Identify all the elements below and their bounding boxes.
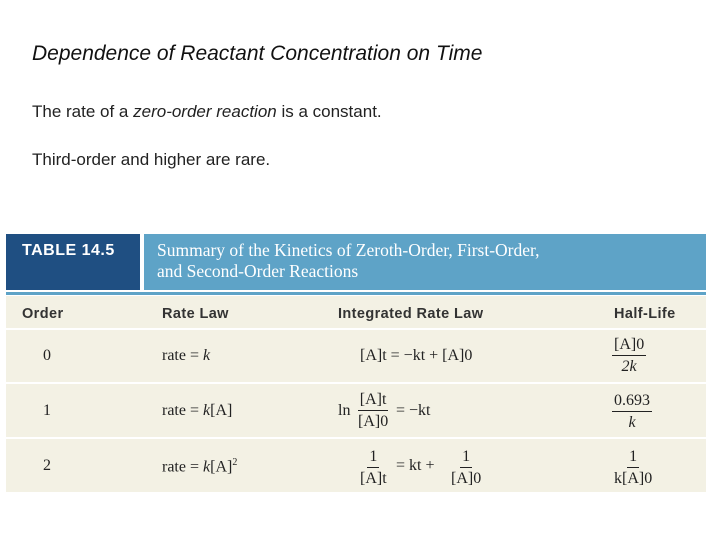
half-life-fraction <box>612 335 646 376</box>
caption-line-2: and Second-Order Reactions <box>157 261 359 281</box>
rate-constant: k <box>203 458 211 476</box>
denominator: k[A]0 <box>614 470 653 487</box>
column-header-rate-law: Rate Law <box>162 306 229 322</box>
emphasis: zero-order reaction <box>133 102 277 121</box>
numerator: 1 <box>627 447 639 468</box>
slide-title: Dependence of Reactant Concentration on Time <box>32 42 483 65</box>
column-header-half-life: Half-Life <box>614 306 676 322</box>
rate-constant: k <box>203 347 211 364</box>
integrated-fraction-left <box>358 447 389 488</box>
text: rate = <box>162 458 203 476</box>
denominator: k <box>628 414 636 431</box>
text: The rate of a <box>32 102 134 121</box>
rate-law-cell <box>162 347 210 365</box>
integrated-rate-law-middle: = kt + <box>396 457 435 474</box>
row-separator <box>6 382 706 384</box>
numerator: 0.693 <box>612 391 652 412</box>
integrated-fraction-right <box>449 447 483 488</box>
text: is a constant. <box>276 102 382 121</box>
rate-constant: k <box>203 402 211 419</box>
caption-line-1: Summary of the Kinetics of Zeroth-Order, First-Order, <box>157 240 540 260</box>
numerator: [A]t <box>358 390 389 411</box>
text: rate = <box>162 402 203 419</box>
concentration: [A] <box>210 458 233 476</box>
integrated-rate-law-cell: [A]t = −kt + [A]0 <box>360 347 473 364</box>
column-header-order: Order <box>22 306 64 322</box>
paragraph-higher-order: Third-order and higher are rare. <box>32 150 271 169</box>
order-cell: 1 <box>43 402 51 419</box>
integrated-rate-law-tail: = −kt <box>396 402 431 419</box>
row-separator <box>6 328 706 330</box>
table-caption <box>144 234 706 290</box>
header-rule <box>6 292 706 295</box>
concentration: [A] <box>210 402 233 419</box>
paragraph-zero-order <box>32 102 382 122</box>
text: rate = <box>162 347 203 364</box>
numerator: [A]0 <box>612 335 646 356</box>
ln-symbol: ln <box>338 402 351 419</box>
denominator: [A]0 <box>451 470 482 487</box>
denominator: 2k <box>621 358 637 375</box>
order-cell: 0 <box>43 347 51 364</box>
integrated-fraction <box>356 390 390 431</box>
exponent: 2 <box>232 457 238 468</box>
half-life-fraction <box>612 391 652 432</box>
numerator: 1 <box>460 447 472 468</box>
half-life-fraction <box>612 447 654 488</box>
rate-law-cell <box>162 402 232 420</box>
rate-law-cell <box>162 457 237 476</box>
table-tag: TABLE 14.5 <box>6 234 140 290</box>
numerator: 1 <box>367 447 379 468</box>
order-cell: 2 <box>43 457 51 474</box>
row-separator <box>6 437 706 439</box>
denominator: [A]0 <box>358 413 389 430</box>
denominator: [A]t <box>360 470 387 487</box>
column-header-integrated-rate-law: Integrated Rate Law <box>338 306 484 322</box>
